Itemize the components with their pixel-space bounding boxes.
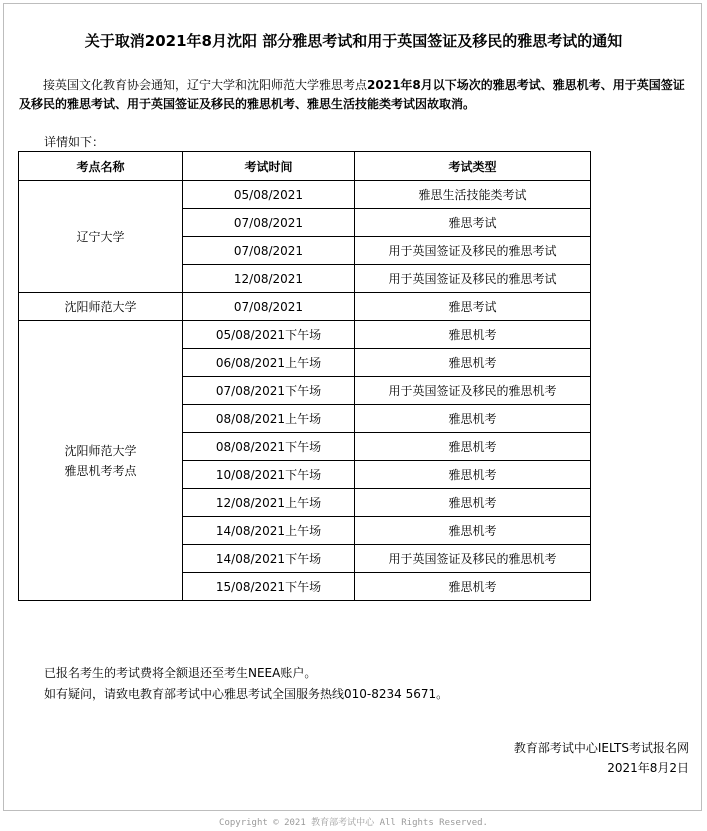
type-cell: 雅思考试	[355, 293, 591, 321]
notes-section	[44, 663, 448, 705]
contact-note: 如有疑问，请致电教育部考试中心雅思考试全国服务热线010-8234 5671。	[44, 687, 449, 701]
date-cell: 05/08/2021下午场	[183, 321, 355, 349]
table-row	[19, 321, 591, 349]
intro-bold-text: 2021年8月以下场次的雅思考试、雅思机考、用于英国签证及移民的雅思考试、用于英国签证及移民的雅思机考、雅思生活技能类考试因故取消。	[19, 78, 685, 111]
details-label: 详情如下：	[44, 135, 105, 149]
date-cell: 07/08/2021	[183, 237, 355, 265]
table-header-row	[19, 152, 591, 181]
type-cell: 雅思考试	[355, 209, 591, 237]
date-cell: 10/08/2021下午场	[183, 461, 355, 489]
signature-org: 教育部考试中心IELTS考试报名网	[513, 741, 689, 755]
date-cell: 12/08/2021上午场	[183, 489, 355, 517]
type-cell: 雅思机考	[355, 349, 591, 377]
date-cell: 07/08/2021下午场	[183, 377, 355, 405]
type-cell: 雅思机考	[355, 321, 591, 349]
venue-line-1: 沈阳师范大学	[64, 443, 137, 458]
page-title: 关于取消2021年8月沈阳 部分雅思考试和用于英国签证及移民的雅思考试的通知	[84, 32, 623, 50]
header-type: 考试类型	[355, 152, 591, 181]
type-cell: 雅思生活技能类考试	[355, 181, 591, 209]
date-cell: 07/08/2021	[183, 293, 355, 321]
date-cell: 06/08/2021上午场	[183, 349, 355, 377]
type-cell: 用于英国签证及移民的雅思考试	[355, 237, 591, 265]
type-cell: 雅思机考	[355, 517, 591, 545]
date-cell: 08/08/2021上午场	[183, 405, 355, 433]
date-cell: 15/08/2021下午场	[183, 573, 355, 601]
type-cell: 雅思机考	[355, 461, 591, 489]
type-cell: 用于英国签证及移民的雅思考试	[355, 265, 591, 293]
type-cell: 用于英国签证及移民的雅思机考	[355, 377, 591, 405]
intro-paragraph	[19, 76, 691, 114]
intro-prefix: 接英国文化教育协会通知，辽宁大学和沈阳师范大学雅思考点	[43, 78, 368, 92]
signature-block	[514, 738, 689, 778]
cancellation-table	[18, 151, 591, 601]
type-cell: 雅思机考	[355, 433, 591, 461]
copyright-footer: Copyright © 2021 教育部考试中心 All Rights Reserved.	[219, 818, 488, 828]
type-cell: 用于英国签证及移民的雅思机考	[355, 545, 591, 573]
table-row	[19, 293, 591, 321]
date-cell: 07/08/2021	[183, 209, 355, 237]
date-cell: 14/08/2021上午场	[183, 517, 355, 545]
type-cell: 雅思机考	[355, 405, 591, 433]
table-row	[19, 181, 591, 209]
date-cell: 08/08/2021下午场	[183, 433, 355, 461]
header-time: 考试时间	[183, 152, 355, 181]
date-cell: 05/08/2021	[183, 181, 355, 209]
type-cell: 雅思机考	[355, 489, 591, 517]
date-cell: 14/08/2021下午场	[183, 545, 355, 573]
venue-cell	[19, 321, 183, 601]
date-cell: 12/08/2021	[183, 265, 355, 293]
header-venue: 考点名称	[19, 152, 183, 181]
venue-line-2: 雅思机考考点	[64, 463, 137, 478]
signature-date: 2021年8月2日	[607, 761, 689, 775]
refund-note: 已报名考生的考试费将全额退还至考生NEEA账户。	[44, 666, 317, 680]
type-cell: 雅思机考	[355, 573, 591, 601]
venue-cell: 沈阳师范大学	[19, 293, 183, 321]
venue-cell: 辽宁大学	[19, 181, 183, 293]
